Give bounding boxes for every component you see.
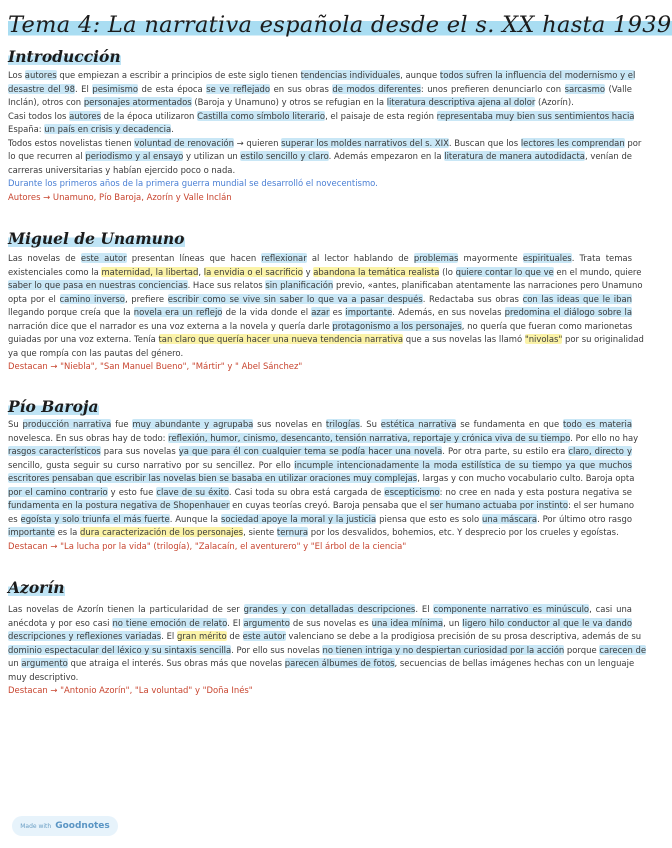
text-line: un argumento que atraiga el interés. Sus obras más que novelas parecen álbumes de fotos, secuencias de bellas imágenes hechas con un lenguaje [8, 658, 635, 668]
text-line: existenciales como la maternidad, la libertad, la envidia o el sacrificio y abandona la temática realista (lo quiere contar lo que ve en el mundo, quiere [8, 266, 642, 277]
heading-baroja: Pío Baroja [8, 397, 99, 416]
text-line: dominio espectacular del léxico y su sintaxis sencilla. Por ello sus novelas no tienen intriga y no despiertan curiosidad por la acción porque carecen de [8, 644, 647, 655]
text-line: escritores pensaban que escribir las novelas bien se basaba en utilizar oraciones muy complejas, largas y con mucho vocabulario culto. Baroja opta [8, 473, 635, 483]
text-line: Inclán), otros con personajes atormentados (Baroja y Unamuno) y otros se refugian en la literatura descriptiva ajena al dolor (Azorín). [8, 97, 574, 107]
text-line: rasgos característicos para sus novelas ya que para él con cualquier tema se podía hacer una novela. Por otra parte, su estilo era claro, directo y [8, 446, 633, 456]
made-with-label: Made with [20, 822, 52, 830]
text-line: carreras universitarias y habían ejercido poco o nada. [8, 164, 236, 175]
heading-introduccion: Introducción [8, 47, 121, 66]
note-destacan-unamuno: Destacan → "Niebla", "San Manuel Bueno", "Mártir" y " Abel Sánchez" [8, 361, 303, 371]
text-line: muy descriptivo. [8, 671, 79, 682]
page-title: Tema 4: La narrativa española desde el s. XX hasta 1939 [8, 12, 672, 38]
note-autores: Autores → Unamuno, Pío Baroja, Azorín y Valle Inclán [8, 191, 232, 202]
text-line: por el camino contrario y esto fue clave de su éxito. Casi toda su obra está cargada de escepticismo: no cree en nada y esta postura negativa se [8, 486, 632, 497]
text-line: novelesca. En sus obras hay de todo: reflexión, humor, cinismo, desencanto, tensión narrativa, reportaje y crónica viva de su tiempo. Por ello no hay [8, 432, 639, 443]
text-line: narración dice que el narrador es una voz externa a la novela y quería darle protagonismo a los personajes, no quería que fueran como marionetas [8, 320, 633, 331]
note-novecentismo: Durante los primeros años de la primera guerra mundial se desarrolló el novecentismo. [8, 178, 378, 188]
goodnotes-logo-text: Goodnotes [55, 821, 110, 831]
text-line: saber lo que pasa en nuestras conciencias. Hace sus relatos sin planificación previo, «antes, planificaban atentamente las narraciones pero Unamuno [8, 280, 643, 290]
text-line: fundamenta en la postura negativa de Shopenhauer en cuyas teorías creyó. Baroja pensaba que el ser humano actuaba por instinto: el ser humano [8, 500, 635, 510]
heading-azorin: Azorín [8, 578, 65, 597]
text-line: Casi todos los autores de la época utilizaron Castilla como símbolo literario, el paisaje de esta región representaba muy bien sus sentimientos hacia [8, 110, 635, 121]
text-line: ya que rompía con las pautas del género. [8, 347, 184, 358]
text-line: Todos estos novelistas tienen voluntad de renovación → quieren superar los moldes narrativos del s. XIX. Buscan que los lectores les comprendan por [8, 137, 642, 148]
text-line: anécdota y por eso casi no tiene emoción de relato. El argumento de sus novelas es una idea mínima, un ligero hilo conductor al que le va dando [8, 617, 632, 628]
text-line: Las novelas de este autor presentan líneas que hacen reflexionar al lector hablando de problemas mayormente espirituales. Trata temas [8, 253, 632, 263]
text-line: Su producción narrativa fue muy abundante y agrupaba sus novelas en trilogías. Su estética narrativa se fundamenta en que todo es materia [8, 419, 633, 429]
text-line: opta por el camino inverso, prefiere escribir como se vive sin saber lo que va a pasar después. Redactaba sus obras con las ideas que le iban [8, 293, 633, 304]
text-line: llegando porque creía que la novela era un reflejo de la vida donde el azar es importante. Además, en sus novelas predomina el diálogo sobre la [8, 307, 633, 317]
unamuno-paragraph [8, 252, 644, 374]
text-line: descripciones y reflexiones variadas. El gran mérito de este autor valenciano se debe a la prodigiosa precisión de su prosa descriptiva, además de su [8, 631, 642, 641]
text-line: sencillo, gusta seguir su curso narrativo por su sencillez. Por ello incumple intencionadamente la moda estilística de su tiempo ya que muchos [8, 459, 632, 470]
azorin-paragraph [8, 603, 647, 698]
text-line: es egoísta y solo triunfa el más fuerte. Aunque la sociedad apoye la moral y la justicia piensa que esto es solo una máscara. Por último otro rasgo [8, 513, 632, 524]
note-destacan-baroja: Destacan → "La lucha por la vida" (trilogía), "Zalacaín, el aventurero" y "El árbol de la ciencia" [8, 540, 407, 551]
text-line: Las novelas de Azorín tienen la particularidad de ser grandes y con detalladas descripciones. El componente narrativo es minúsculo, casi una [8, 604, 632, 614]
text-line: Los autores que empiezan a escribir a principios de este siglo tienen tendencias individuales, aunque todos sufren la influencia del modernismo y el [8, 70, 636, 80]
intro-paragraph [8, 69, 642, 204]
text-line: importante es la dura caracterización de los personajes, siente ternura por los desvalidos, bohemios, etc. Y desprecio por los crueles y egoístas. [8, 527, 619, 537]
note-destacan-azorin: Destacan → "Antonio Azorín", "La voluntad" y "Doña Inés" [8, 685, 253, 695]
text-line: lo que recurren al periodismo y al ensayo y utilizan un estilo sencillo y claro. Además empezaron en la literatura de manera autodidacta, venían de [8, 151, 632, 161]
text-line: España: un país en crisis y decadencia. [8, 124, 174, 134]
goodnotes-badge[interactable] [12, 816, 118, 836]
text-line: guiadas por una voz externa. Tenía tan claro que quería hacer una nueva tendencia narrativa que a sus novelas las llamó "nivolas" por su originalidad [8, 334, 644, 344]
heading-unamuno: Miguel de Unamuno [8, 229, 185, 248]
baroja-paragraph [8, 418, 639, 553]
text-line: desastre del 98. El pesimismo de esta época se ve reflejado en sus obras de modos diferentes: unos prefieren denunciarlo con sarcasmo (Valle [8, 83, 632, 94]
